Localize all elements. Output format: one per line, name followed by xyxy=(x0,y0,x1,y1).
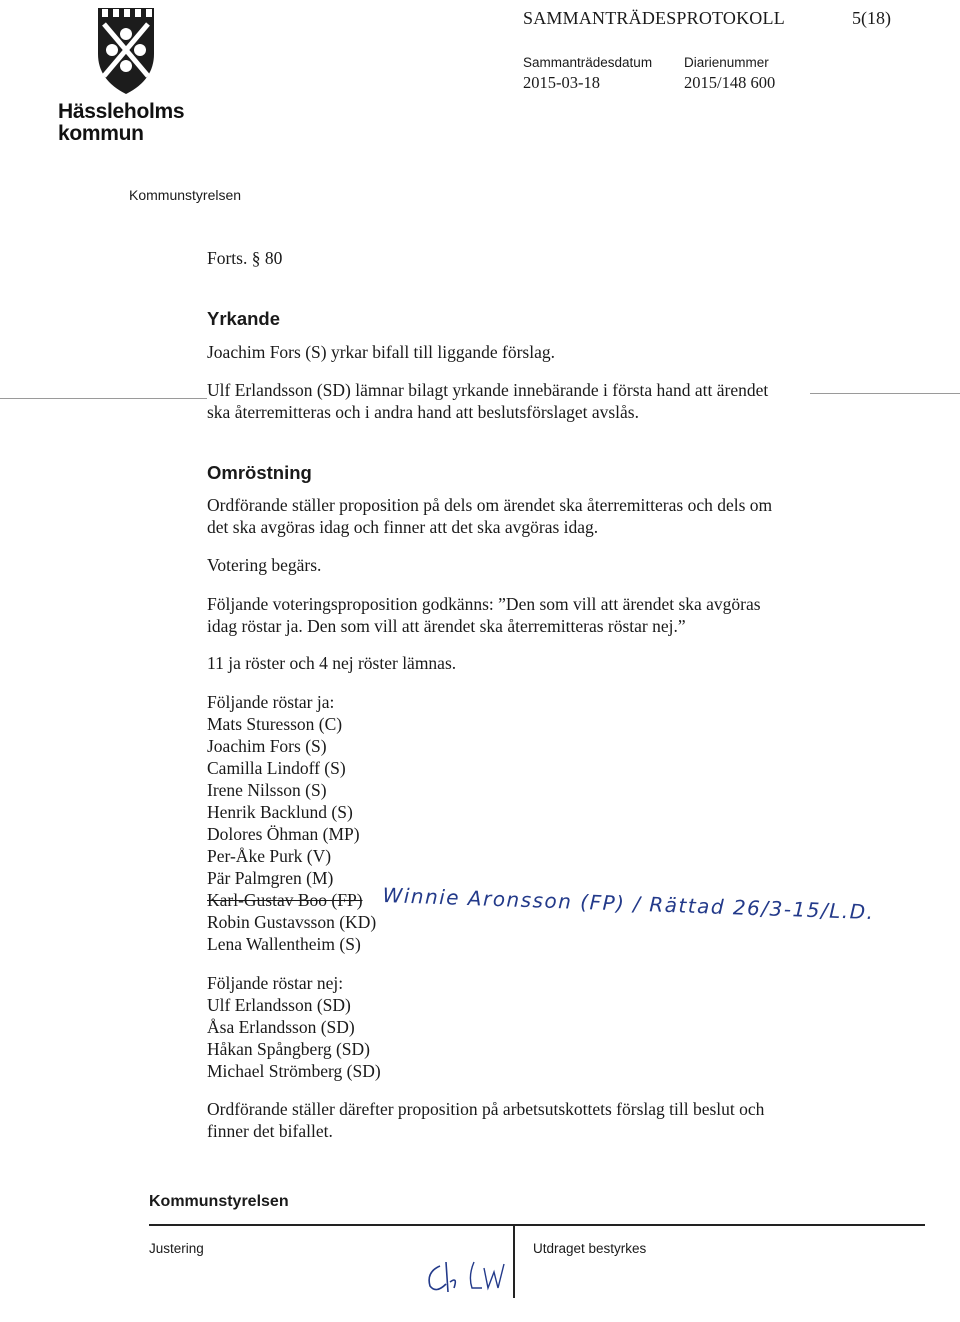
proposition-line-1: Följande voteringsproposition godkänns: ”Den som vill att ärendet ska avgöras xyxy=(207,594,761,614)
ja-voters-heading: Följande röstar ja: xyxy=(207,692,335,712)
ja-voter: Joachim Fors (S) xyxy=(207,736,327,756)
ja-voter-struck-out: Karl-Gustav Boo (FP) xyxy=(207,890,363,910)
nej-voters-list xyxy=(207,972,381,1082)
case-number: 2015/148 600 xyxy=(684,73,776,92)
ja-voter: Lena Wallentheim (S) xyxy=(207,934,361,954)
municipality-logo xyxy=(58,6,218,145)
margin-fold-line xyxy=(0,398,207,399)
ja-voters-list xyxy=(207,691,376,955)
omrostning-heading: Omröstning xyxy=(207,462,312,483)
yrkande-paragraph-2-line-1: Ulf Erlandsson (SD) lämnar bilagt yrkande innebärande i första hand att ärendet xyxy=(207,380,769,400)
nej-voter: Ulf Erlandsson (SD) xyxy=(207,995,351,1015)
justering-label: Justering xyxy=(149,1241,204,1256)
ja-voter: Robin Gustavsson (KD) xyxy=(207,912,377,932)
handwritten-correction: Winnie Aronsson (FP) / Rättad 26/3-15/L.D. xyxy=(382,883,875,925)
document-type: SAMMANTRÄDESPROTOKOLL xyxy=(523,8,785,28)
nej-voter: Åsa Erlandsson (SD) xyxy=(207,1017,355,1037)
margin-fold-line-right xyxy=(810,393,960,394)
votering-text: Votering begärs. xyxy=(207,555,322,575)
logo-name-line-2: kommun xyxy=(58,122,144,145)
closing-paragraph-line-2: finner det bifallet. xyxy=(207,1121,333,1141)
signature-initials xyxy=(424,1252,514,1298)
proposition-line-2: idag röstar ja. Den som vill att ärendet ska återremitteras röstar nej.” xyxy=(207,616,686,636)
meeting-date-label: Sammanträdesdatum xyxy=(523,55,653,70)
yrkande-heading: Yrkande xyxy=(207,308,281,329)
yrkande-paragraph-1: Joachim Fors (S) yrkar bifall till liggande förslag. xyxy=(207,342,555,362)
footer-body-name: Kommunstyrelsen xyxy=(149,1193,289,1210)
ja-voter: Irene Nilsson (S) xyxy=(207,780,327,800)
logo-name-line-1: Hässleholms xyxy=(58,100,185,123)
ja-voter: Camilla Lindoff (S) xyxy=(207,758,346,778)
footer-divider xyxy=(149,1224,925,1226)
omrostning-paragraph-line-1: Ordförande ställer proposition på dels om ärendet ska återremitteras och dels om xyxy=(207,495,773,515)
closing-paragraph-line-1: Ordförande ställer därefter proposition på arbetsutskottets förslag till beslut och xyxy=(207,1099,765,1119)
department-name: Kommunstyrelsen xyxy=(129,187,242,203)
yrkande-paragraph-2-line-2: ska återremitteras och i andra hand att beslutsförslaget avslås. xyxy=(207,402,639,422)
meeting-date: 2015-03-18 xyxy=(523,73,600,92)
coat-of-arms-icon xyxy=(94,6,158,96)
case-number-label: Diarienummer xyxy=(684,55,769,70)
utdrag-label: Utdraget bestyrkes xyxy=(533,1241,647,1256)
nej-voter: Håkan Spångberg (SD) xyxy=(207,1039,370,1059)
page-number: 5(18) xyxy=(852,8,891,28)
omrostning-paragraph-line-2: det ska avgöras idag och finner att det ska avgöras idag. xyxy=(207,517,599,537)
vote-result: 11 ja röster och 4 nej röster lämnas. xyxy=(207,653,457,673)
ja-voter: Per-Åke Purk (V) xyxy=(207,846,332,866)
ja-voter: Mats Sturesson (C) xyxy=(207,714,343,734)
ja-voter: Pär Palmgren (M) xyxy=(207,868,334,888)
nej-voter: Michael Strömberg (SD) xyxy=(207,1061,381,1081)
continuation-label: Forts. § 80 xyxy=(207,248,283,268)
ja-voter: Henrik Backlund (S) xyxy=(207,802,353,822)
ja-voter: Dolores Öhman (MP) xyxy=(207,824,360,844)
nej-voters-heading: Följande röstar nej: xyxy=(207,973,344,993)
